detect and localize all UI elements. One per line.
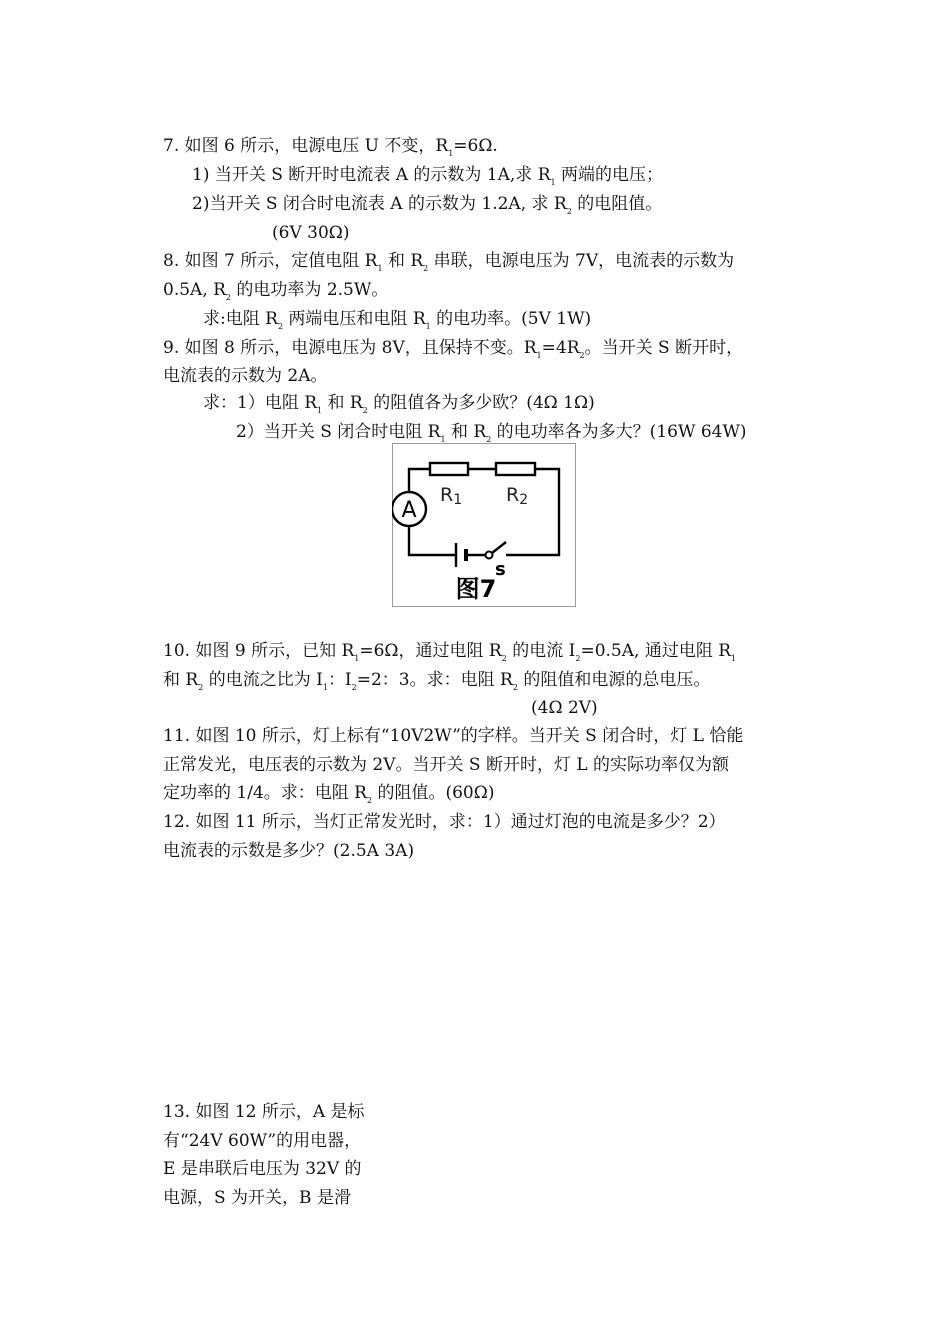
problem-13-line-4: 电源，S 为开关，B 是滑: [163, 1188, 351, 1208]
problem-9-question-2: 2）当开关 S 闭合时电阻 $R_1$ 和 $R_2$ 的电功率各为多大？(16W 64W): [236, 422, 747, 444]
resistor-r2: [496, 463, 535, 475]
problem-13-line-1: 13. 如图 12 所示，A 是标: [163, 1102, 365, 1122]
problem-13-line-3: E 是串联后电压为 32V 的: [163, 1159, 362, 1179]
problem-11-line-3: 定功率的 1/4。求：电阻 $R_2$ 的阻值。(60Ω): [163, 783, 495, 805]
problem-10-answer: (4Ω 2V): [531, 698, 598, 718]
resistor-r1: [430, 463, 468, 475]
problem-11-line-1: 11. 如图 10 所示，灯上标有“10V2W”的字样。当开关 S 闭合时，灯 L 恰能: [163, 726, 744, 746]
problem-9-question-1: 求：1）电阻 $R_1$ 和 $R_2$ 的阻值各为多少欧？(4Ω 1Ω): [203, 393, 595, 415]
problem-7-line-3: 2)当开关 S 闭合时电流表 A 的示数为 1.2A, 求 $R_2$ 的电阻值。: [192, 194, 663, 216]
problem-7-line-2: 1) 当开关 S 断开时电流表 A 的示数为 1A,求 $R_1$ 两端的电压；: [192, 165, 663, 187]
problem-13-line-2: 有“24V 60W”的用电器，: [163, 1131, 362, 1151]
problem-10-line-1: 10. 如图 9 所示，已知 $R_1=6\Omega$，通过电阻 $R_2$ 的电流 $I_2=0.5A$, 通过电阻 $R_1$: [163, 641, 737, 663]
problem-10-line-2: 和 $R_2$ 的电流之比为 $I_1$：$I_2=2$：3。求：电阻 $R_2$ 的阻值和电源的总电压。: [163, 670, 711, 692]
problem-8-line-2: 0.5A, $R_2$ 的电功率为 2.5W。: [163, 280, 389, 302]
r2-label: R2: [506, 484, 529, 508]
problem-9-line-2: 电流表的示数为 2A。: [163, 366, 328, 386]
switch-label: s: [495, 559, 506, 580]
problem-11-line-2: 正常发光，电压表的示数为 2V。当开关 S 断开时，灯 L 的实际功率仅为额: [163, 755, 730, 775]
problem-8-question: 求:电阻 $R_2$ 两端电压和电阻 $R_1$ 的电功率。(5V 1W): [203, 309, 592, 331]
r1-label: R1: [440, 484, 463, 508]
ammeter-label: A: [401, 498, 417, 523]
problem-12-line-1: 12. 如图 11 所示，当灯正常发光时，求：1）通过灯泡的电流是多少？2）: [163, 812, 726, 832]
problem-7-answer: (6V 30Ω): [272, 223, 350, 243]
problem-9-line-1: 9. 如图 8 所示，电源电压为 8V，且保持不变。$R_1=4R_2$。当开关 S 断开时，: [163, 338, 744, 360]
problem-12-line-2: 电流表的示数是多少？(2.5A 3A): [163, 841, 415, 861]
switch-contact: [486, 552, 493, 559]
problem-8-line-1: 8. 如图 7 所示，定值电阻 $R_1$ 和 $R_2$ 串联，电源电压为 7V，电流表的示数为: [163, 251, 735, 273]
figure-7-caption: 图7: [455, 575, 497, 603]
problem-7-line-1: 7. 如图 6 所示，电源电压 U 不变，$R_1=6\Omega$.: [163, 136, 498, 158]
circuit-figure-7: [392, 443, 576, 607]
